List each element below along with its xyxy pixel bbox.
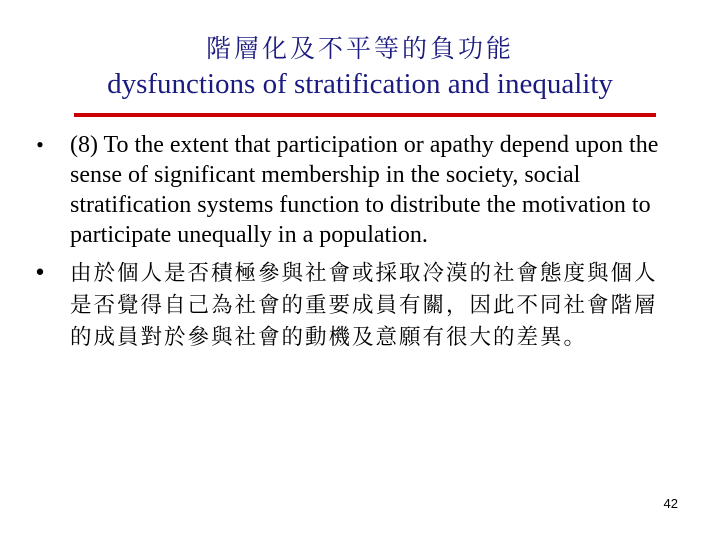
bullet-list [28,130,678,354]
bullet-item-chinese [28,258,678,354]
title-chinese: 階層化及不平等的負功能 [205,34,514,63]
bullet-marker: • [36,132,44,157]
bullet-marker: • [33,261,47,286]
title-block [0,32,720,102]
title-english: dysfunctions of stratification and inequality [107,68,613,100]
bullet-text-english: (8) To the extent that participation or apathy depend upon the sense of significant membership in the society, social stratification systems function to distribute the motivation to participate unequally in a population. [70,132,659,248]
bullet-item-english [28,130,678,250]
page-number: 42 [663,496,678,511]
bullet-text-chinese: 由於個人是否積極參與社會或採取冷漠的社會態度與個人是否覺得自己為社會的重要成員有關，因此不同社會階層的成員對於參與社會的動機及意願有很大的差異。 [70,261,658,350]
title-divider-line [74,113,656,117]
